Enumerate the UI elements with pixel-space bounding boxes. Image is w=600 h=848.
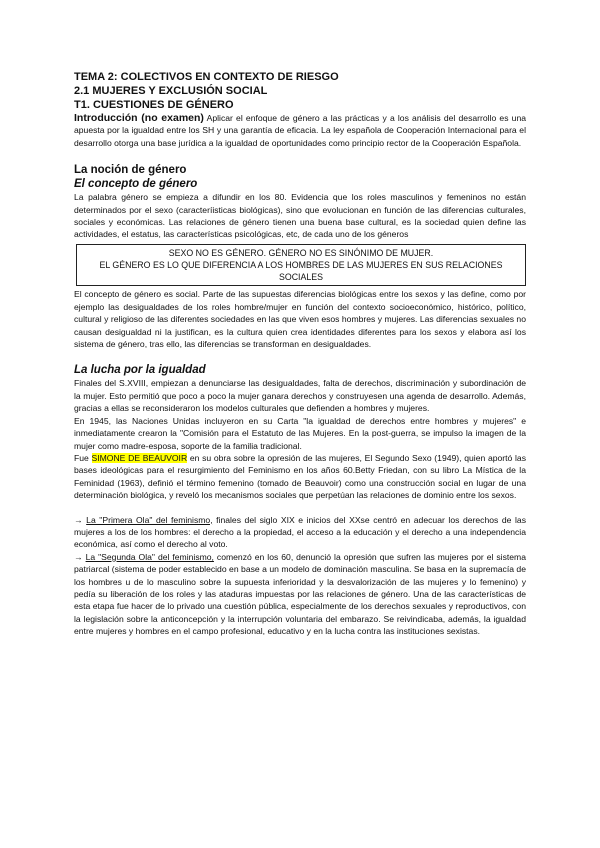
- lucha-p3-pre: Fue: [74, 452, 92, 463]
- lucha-p3-post: en su obra sobre la opresión de las mujeres, El Segundo Sexo (1949), quien aportó las bases ideológicas para el resurgimiento del Feminismo en los años 60.Betty Friedan, con su libro La Mística de la Feminidad (1963), definió el término femenino (tomado de Beauvoir) como una construcción social en lugar de una determinación biológica, y reveló los mecanismos sociales que perpetúan las relaciones de dominio entre los sexos.: [74, 452, 526, 501]
- primera-ola-title: La "Primera Ola" del feminismo,: [86, 514, 213, 525]
- nocion-paragraph-2: El concepto de género es social. Parte de las supuestas diferencias biológicas entre los sexos y las define, como por ejemplo las desigualdades de los roles hombre/mujer en función del contexto socioeconómico, histórico, político, cultural y religioso de las diferentes sociedades en las que viven esos hombres y mujeres. Las diferencias sexuales no causan desigualdad ni la justifican, es la cultura quien crea identidades diferentes para los sexos y elabora así los sistema de género, tras ello, las diferencias se transforman en desigualdades.: [74, 289, 526, 350]
- nocion-paragraph-1: La palabra género se empieza a difundir en los 80. Evidencia que los roles masculinos y femeninos no están determinados por el sexo (caracteríisticas biológicas), sino que evolucionan en función de las diferencias culturales, sociales y económicas. Las relaciones de género tienen una buena base cultural, es la sociedad quien define las actividades, el estatus, las características psicológicas, etc, de cada uno de los géneros: [74, 192, 526, 240]
- lucha-paragraph-1: Finales del S.XVIII, empiezan a denunciarse las desigualdades, falta de derechos, discriminación y subordinación de la mujer. Esto permitió que poco a poco la mujer ganara derechos y construyesen una agenda de desarrollo. Además, gracias a ellas se reconsideraron los modelos culturales que defienden a hombres y mujeres.: [74, 378, 526, 414]
- intro-text: Aplicar el enfoque de género a las prácticas y a los análisis del desarrollo es una apuesta por la igualdad entre los SH y una garantía de eficacia. La ley española de Cooperación Internacional para el desarrollo otorga una base jurídica a la igualdad de oportunidades como principio rector de la Cooperación Española.: [74, 113, 527, 148]
- nocion-heading: La noción de género: [74, 164, 187, 177]
- highlighted-name: SIMONE DE BEAUVOIR: [91, 452, 188, 463]
- arrow-icon: →: [74, 514, 87, 525]
- definition-box: [76, 244, 526, 287]
- lucha-heading: La lucha por la igualdad: [74, 364, 206, 377]
- intro-paragraph: [74, 112, 526, 149]
- document-page: [74, 70, 526, 638]
- lucha-paragraph-3: [74, 452, 526, 502]
- arrow-icon: →: [74, 551, 86, 562]
- primera-ola-paragraph: [74, 514, 526, 551]
- tema-heading: TEMA 2: COLECTIVOS EN CONTEXTO DE RIESGO: [74, 71, 339, 83]
- subsection-heading: T1. CUESTIONES DE GÉNERO: [74, 99, 234, 111]
- segunda-ola-paragraph: [74, 551, 526, 638]
- primera-ola-text: finales del siglo XIX e inicios del XXse centró en adecuar los derechos de las mujeres a los de los hombres: el derecho a la propiedad, el acceso a la educación y el derecho a una independencia económica, así como el derecho al voto.: [74, 514, 526, 550]
- segunda-ola-title: La "Segunda Ola" del feminismo,: [85, 551, 214, 562]
- lucha-paragraph-2: En 1945, las Naciones Unidas incluyeron en su Carta "la igualdad de derechos entre hombres y mujeres" e inmediatamente crearon la "Comisión para el Estatuto de las Mujeres. En la post-guerra, se impulso la imagen de la mujer como madre-esposa, soporte de la familia tradicional.: [74, 415, 526, 451]
- section-heading: 2.1 MUJERES Y EXCLUSIÓN SOCIAL: [74, 85, 268, 97]
- definition-box-line-1: SEXO NO ES GÉNERO. GÉNERO NO ES SINÓNIMO DE MUJER.: [168, 247, 434, 258]
- concepto-subheading: El concepto de género: [74, 178, 198, 191]
- segunda-ola-text: comenzó en los 60, denunció la opresión que sufren las mujeres por el sistema patriarcal (sistema de poder establecido en base a un modelo de dominación masculina. Se basa en la supremacía de los hombres u de lo masculino sobre la supuesta inferioridad y la desvalorización de las mujeres y lo femenino) y pedía su liberación de los roles y las ataduras impuestas por las relaciones de género. Una de las características de esta etapa fue hacer de lo privado una cuestión pública, especialmente de los derechos sexuales y reproductivos, con la legislación sobre la anticoncepción y la interrupción voluntaria del embarazo. Se reivindicaba, además, la igualdad entre mujeres y hombres en el campo profesional, educativo y en la lucha contra las instituciones sexistas.: [74, 551, 526, 637]
- intro-lead: Introducción (no examen): [74, 112, 204, 124]
- definition-box-line-2: EL GÉNERO ES LO QUE DIFERENCIA A LOS HOMBRES DE LAS MUJERES EN SUS RELACIONES SOCIALES: [99, 260, 503, 283]
